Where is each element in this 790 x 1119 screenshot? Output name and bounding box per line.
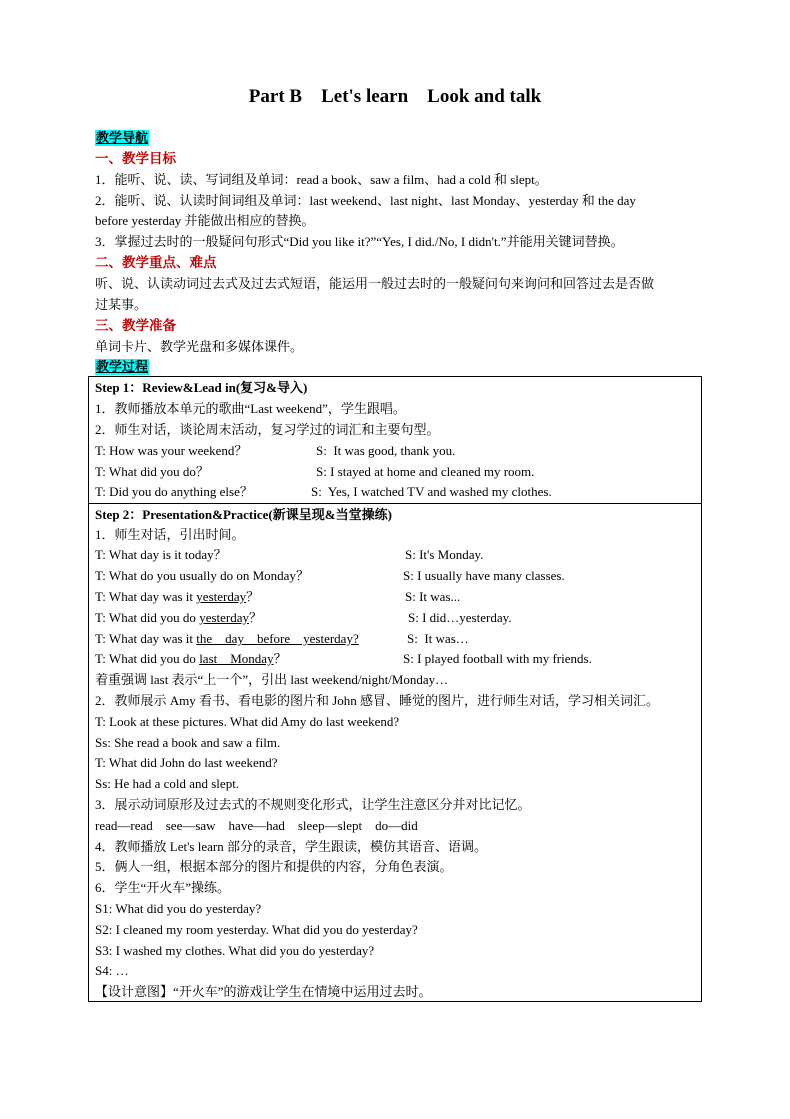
step1-item-2: 2．师生对话，谈论周末活动，复习学过的词汇和主要句型。 — [95, 422, 440, 437]
step1-dialog-t-2: T: What did you do？ — [95, 464, 209, 479]
step2-dialog-s-2: S: I usually have many classes. — [403, 568, 565, 583]
table-row-divider — [88, 503, 702, 504]
page-title: Part B Let's learn Look and talk — [248, 86, 542, 107]
step2-design-intent: 【设计意图】“开火车”的游戏让学生在情境中运用过去时。 — [95, 984, 432, 999]
step2-dialog-t-4: T: What did you do yesterday？ — [95, 610, 263, 625]
step2-item-3: 3．展示动词原形及过去式的不规则变化形式，让学生注意区分并对比记忆。 — [95, 797, 531, 812]
step2-train-4: S4: … — [95, 963, 129, 978]
step1-dialog-t-3: T: Did you do anything else？ — [95, 484, 253, 499]
teaching-process-tag: 教学过程 — [96, 359, 149, 374]
step1-dialog-s-2: S: I stayed at home and cleaned my room. — [316, 464, 535, 479]
teaching-navigation-tag: 教学导航 — [96, 130, 149, 145]
step1-header: Step 1：Review&Lead in(复习&导入) — [95, 380, 308, 395]
step2-dialog-t-6: T: What did you do last Monday？ — [95, 651, 287, 666]
section-keypoints-heading: 二、教学重点、难点 — [95, 255, 217, 270]
step2-dialog-t-3: T: What day was it yesterday？ — [95, 589, 260, 604]
step2-dialog-t-2: T: What do you usually do on Monday？ — [95, 568, 309, 583]
section-prep-heading: 三、教学准备 — [95, 318, 176, 333]
goal-line-3: before yesterday 并能做出相应的替换。 — [95, 213, 315, 228]
step2-dialog-t-1: T: What day is it today？ — [95, 547, 227, 562]
step2-verbs: read—read see—saw have—had sleep—slept do—did — [95, 818, 418, 833]
step2-dialog-s-4: S: I did…yesterday. — [408, 610, 512, 625]
prep-line: 单词卡片、教学光盘和多媒体课件。 — [95, 339, 304, 354]
step2-item-1: 1．师生对话，引出时间。 — [95, 527, 245, 542]
keypoints-line-1: 听、说、认读动词过去式及过去式短语，能运用一般过去时的一般疑问句来询问和回答过去是否做 — [95, 276, 655, 291]
section-goals-heading: 一、教学目标 — [95, 151, 176, 166]
step2-header: Step 2：Presentation&Practice(新课呈现&当堂操练) — [95, 507, 392, 522]
step2-train-2: S2: I cleaned my room yesterday. What did you do yesterday? — [95, 922, 418, 937]
step2-emphasis: 着重强调 last 表示“上一个”，引出 last weekend/night/Monday… — [95, 672, 449, 687]
step2-dialog2-3: T: What did John do last weekend? — [95, 755, 278, 770]
step2-item-5: 5．俩人一组，根据本部分的图片和提供的内容，分角色表演。 — [95, 859, 453, 874]
step2-dialog2-4: Ss: He had a cold and slept. — [95, 776, 240, 791]
step2-dialog-t-5: T: What day was it the day before yesterday? — [95, 631, 359, 646]
step1-dialog-t-1: T: How was your weekend？ — [95, 443, 248, 458]
step2-item-4: 4．教师播放 Let's learn 部分的录音，学生跟读，模仿其语音、语调。 — [95, 839, 487, 854]
step2-dialog2-2: Ss: She read a book and saw a film. — [95, 735, 281, 750]
step2-dialog-s-6: S: I played football with my friends. — [403, 651, 592, 666]
keypoints-line-2: 过某事。 — [95, 297, 148, 312]
step2-dialog-s-3: S: It was... — [405, 589, 461, 604]
step2-item-6: 6．学生“开火车”操练。 — [95, 880, 231, 895]
goal-line-2: 2．能听、说、认读时间词组及单词：last weekend、last night、last Monday、yesterday 和 the day — [95, 193, 636, 208]
step2-dialog-s-5: S: It was… — [407, 631, 469, 646]
step1-dialog-s-3: S: Yes, I watched TV and washed my clothes. — [311, 484, 552, 499]
step1-dialog-s-1: S: It was good, thank you. — [316, 443, 456, 458]
step1-item-1: 1．教师播放本单元的歌曲“Last weekend”，学生跟唱。 — [95, 401, 406, 416]
step2-train-1: S1: What did you do yesterday? — [95, 901, 262, 916]
goal-line-1: 1．能听、说、读、写词组及单词：read a book、saw a film、had a cold 和 slept。 — [95, 172, 548, 187]
step2-dialog2-1: T: Look at these pictures. What did Amy do last weekend? — [95, 714, 400, 729]
step2-item-2: 2．教师展示 Amy 看书、看电影的图片和 John 感冒、睡觉的图片，进行师生对话，学习相关词汇。 — [95, 693, 660, 708]
step2-train-3: S3: I washed my clothes. What did you do yesterday? — [95, 943, 375, 958]
goal-line-4: 3．掌握过去时的一般疑问句形式“Did you like it?”“Yes, I did./No, I didn't.”并能用关键词替换。 — [95, 234, 624, 249]
step2-dialog-s-1: S: It's Monday. — [405, 547, 484, 562]
